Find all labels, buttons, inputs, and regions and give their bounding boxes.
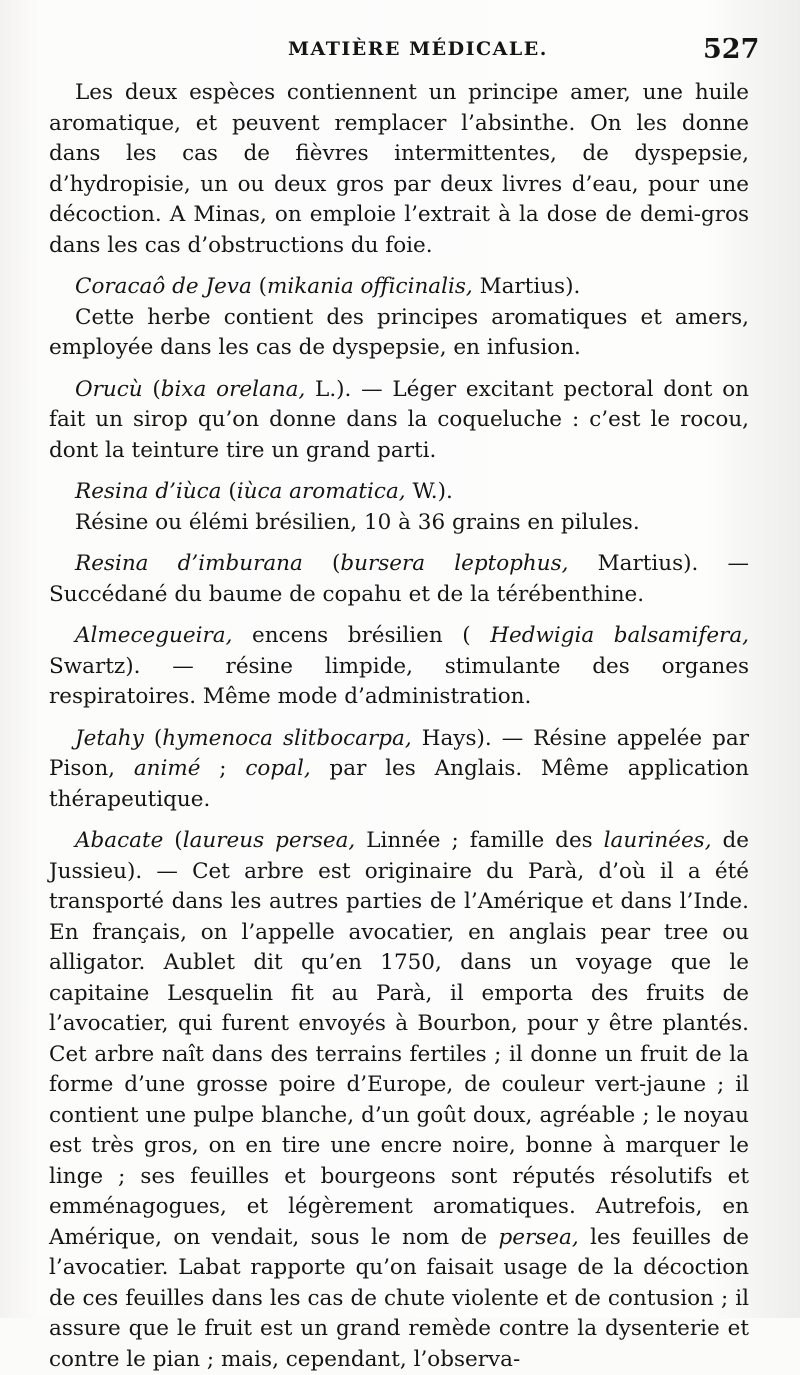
entry-name: Resina d’imburana xyxy=(75,551,303,576)
entry-scientific-name: laureus persea, xyxy=(182,828,356,853)
entry-description: Martius). — Succédané du baume de copahu et de la térébenthine. xyxy=(49,551,749,607)
entry-jetahy: Jetahy (hymenoca slitbocarpa, Hays). — Résine appelée par Pison, animé ; copal, par les Anglais. Même application thérapeutique. xyxy=(49,725,749,812)
entry-description: L.). — Léger excitant pectoral dont on fait un sirop qu’on donne dans la coqueluche : c’est le rocou, dont la teinture tire un grand parti. xyxy=(49,376,749,463)
entry-name: Orucù xyxy=(75,376,143,402)
body-text xyxy=(49,78,749,1375)
entry-name: Resina d’iùca xyxy=(75,479,222,504)
paragraph-absinthe: Les deux espèces contiennent un principe amer, une huile aromatique, et peuvent remplacer l’absinthe. On les donne dans les cas de fièvres intermittentes, de dyspepsie, d’hydropisie, un ou deux gros par deux livres d’eau, pour une décoction. A Minas, on emploie l’extrait à la dose de demi-gros dans les cas d’obstructions du foie. xyxy=(49,80,749,258)
entry-orucu: Orucù (bixa orelana, L.). — Léger excitant pectoral dont on fait un sirop qu’on donne dans la coqueluche : c’est le rocou, dont la teinture tire un grand parti. xyxy=(49,376,749,463)
page-number: 527 xyxy=(703,34,760,65)
entry-description: Hays). — Résine appelée par Pison, xyxy=(49,725,749,781)
synonym-anime: animé xyxy=(133,756,201,781)
entry-scientific-name: hymenoca slitbocarpa, xyxy=(162,725,412,751)
entry-scientific-name: iùca aromatica, xyxy=(236,479,406,504)
entry-name: Jetahy xyxy=(75,725,144,751)
entry-coracao-text: Cette herbe contient des principes aromatiques et amers, employée dans les cas de dyspepsie, en infusion. xyxy=(49,304,749,360)
entry-description-end: par les Anglais. Même application thérapeutique. xyxy=(49,756,749,812)
separator: ; xyxy=(200,756,246,781)
entry-coracao-heading: Coracaô de Jeva (mikania officinalis, Martius). xyxy=(75,274,581,299)
entry-resina-iuca-heading: Resina d’iùca (iùca aromatica, W.). xyxy=(75,479,453,504)
entry-scientific-name: Hedwigia balsamifera, xyxy=(490,623,749,648)
entry-scientific-name: bixa orelana, xyxy=(160,376,306,402)
entry-name: Coracaô de Jeva xyxy=(75,274,252,299)
entry-common-name: encens brésilien ( xyxy=(232,623,471,648)
entry-name: Abacate xyxy=(75,828,164,853)
entry-description-end: les feuilles de l’avocatier. Labat rapporte qu’on faisait usage de la décoction de ces feuilles dans les cas de chute violente et de contusion ; il assure que le fruit est un grand remède contre la dysenterie et contre le pian ; mais, cependant, l’observa- xyxy=(49,1224,749,1372)
entry-resina-iuca-text: Résine ou élémi brésilien, 10 à 36 grains en pilules. xyxy=(75,509,640,535)
entry-resina-imburana: Resina d’imburana (bursera leptophus, Martius). — Succédané du baume de copahu et de la térébenthine. xyxy=(49,551,749,607)
entry-description: de Jussieu). — Cet arbre est originaire du Parà, d’où il a été transporté dans les autres parties de l’Amérique et dans l’Inde. En français, on l’appelle avocatier, en anglais pear tree ou alligator. Aublet dit qu’en 1750, dans un voyage que le capitaine Lesquelin fit au Parà, il emporta des fruits de l’avocatier, qui furent envoyés à Bourbon, pour y être plantés. Cet arbre naît dans des terrains fertiles ; il donne un fruit de la forme d’une grosse poire d’Europe, de couleur vert-jaune ; il contient une pulpe blanche, d’un goût doux, agréable ; le noyau est très gros, on en tire une encre noire, bonne à marquer le linge ; ses feuilles et bourgeons sont réputés résolutifs et emménagogues, et légèrement aromatiques. Autrefois, en Amérique, on vendait, sous le nom de xyxy=(49,828,749,1250)
entry-abacate: Abacate (laureus persea, Linnée ; famille des laurinées, de Jussieu). — Cet arbre est originaire du Parà, d’où il a été transporté dans les autres parties de l’Amérique et dans l’Inde. En français, on l’appelle avocatier, en anglais pear tree ou alligator. Aublet dit qu’en 1750, dans un voyage que le capitaine Lesquelin fit au Parà, il emporta des fruits de l’avocatier, qui furent envoyés à Bourbon, pour y être plantés. Cet arbre naît dans des terrains fertiles ; il donne un fruit de la forme d’une grosse poire d’Europe, de couleur vert-jaune ; il contient une pulpe blanche, d’un goût doux, agréable ; le noyau est très gros, on en tire une encre noire, bonne à marquer le linge ; ses feuilles et bourgeons sont réputés résolutifs et emménagogues, et légèrement aromatiques. Autrefois, en Amérique, on vendait, sous le nom de persea, les feuilles de l’avocatier. Labat rapporte qu’on faisait usage de la décoction de ces feuilles dans les cas de chute violente et de contusion ; il assure que le fruit est un grand remède contre la dysenterie et contre le pian ; mais, cependant, l’observa- xyxy=(49,828,749,1372)
entry-family: laurinées, xyxy=(603,828,712,853)
entry-classification: Linnée ; famille des xyxy=(355,828,604,853)
entry-description: Swartz). — résine limpide, stimulante des organes respiratoires. Même mode d’administration. xyxy=(49,653,749,709)
entry-name: Almecegueira, xyxy=(75,623,233,648)
entry-scientific-name: bursera leptophus, xyxy=(340,551,569,576)
entry-author: Martius). xyxy=(472,274,581,299)
entry-author: W.). xyxy=(405,479,453,504)
entry-almecegueira xyxy=(49,621,749,713)
running-title: MATIÈRE MÉDICALE. xyxy=(288,38,548,60)
synonym-copal: copal, xyxy=(245,756,311,781)
entry-scientific-name: mikania officinalis, xyxy=(267,274,473,299)
running-header xyxy=(0,34,800,78)
term-persea: persea, xyxy=(498,1224,579,1250)
